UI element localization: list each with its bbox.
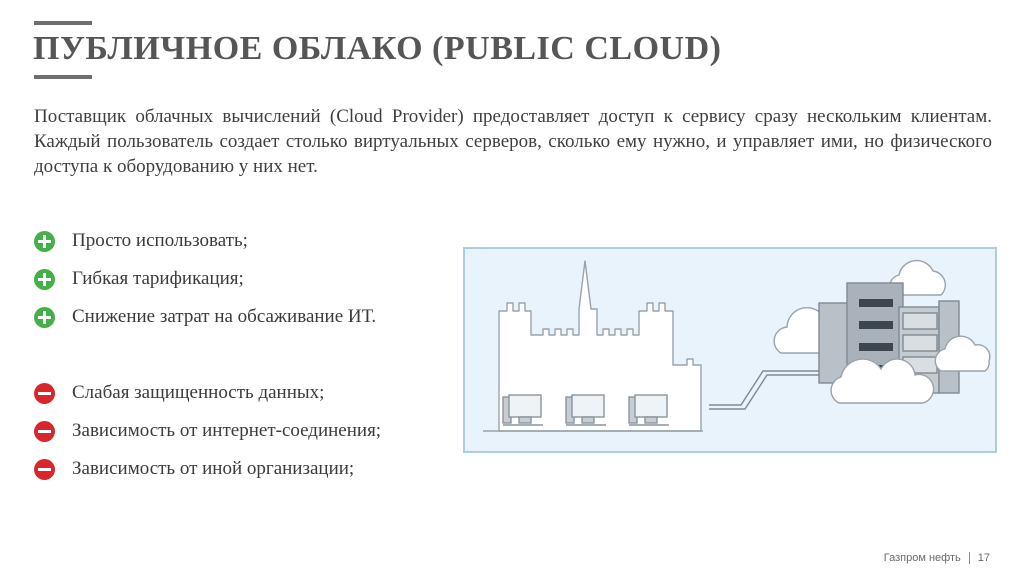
footer-separator — [969, 552, 970, 564]
minus-circle-icon — [34, 383, 55, 404]
plus-circle-icon — [34, 269, 55, 290]
title-accent-line-bottom — [34, 75, 92, 79]
cons-item — [34, 450, 381, 488]
plus-circle-icon — [34, 307, 55, 328]
slide-title: ПУБЛИЧНОЕ ОБЛАКО (PUBLIC CLOUD) — [33, 30, 722, 67]
pros-list — [34, 222, 376, 336]
pros-item-text: Снижение затрат на обсаживание ИТ. — [72, 306, 377, 327]
pros-item-text: Просто использовать; — [72, 230, 248, 251]
cons-item-text: Зависимость от интернет-соединения; — [72, 420, 382, 441]
pros-item — [34, 222, 376, 260]
page-number: 17 — [977, 552, 990, 564]
pros-item-text: Гибкая тарификация; — [72, 268, 244, 289]
footer-company: Газпром нефть — [883, 552, 961, 564]
cons-item — [34, 412, 381, 450]
public-cloud-illustration — [463, 247, 997, 453]
intro-paragraph: Поставщик облачных вычислений (Cloud Provider) предоставляет доступ к сервису сразу нескольким клиентам. Каждый пользователь создает столько виртуальных серверов, сколько ему нужно, и управляет ими, но физического доступа к оборудованию у них нет. — [34, 106, 992, 177]
cons-list — [34, 374, 381, 488]
minus-circle-icon — [34, 459, 55, 480]
plus-circle-icon — [34, 231, 55, 252]
title-accent-line-top — [34, 21, 92, 25]
slide-footer — [884, 552, 990, 564]
cons-item — [34, 374, 381, 412]
cons-item-text: Зависимость от иной организации; — [72, 458, 355, 479]
pros-item — [34, 298, 376, 336]
pros-item — [34, 260, 376, 298]
cons-item-text: Слабая защищенность данных; — [72, 382, 325, 403]
minus-circle-icon — [34, 421, 55, 442]
